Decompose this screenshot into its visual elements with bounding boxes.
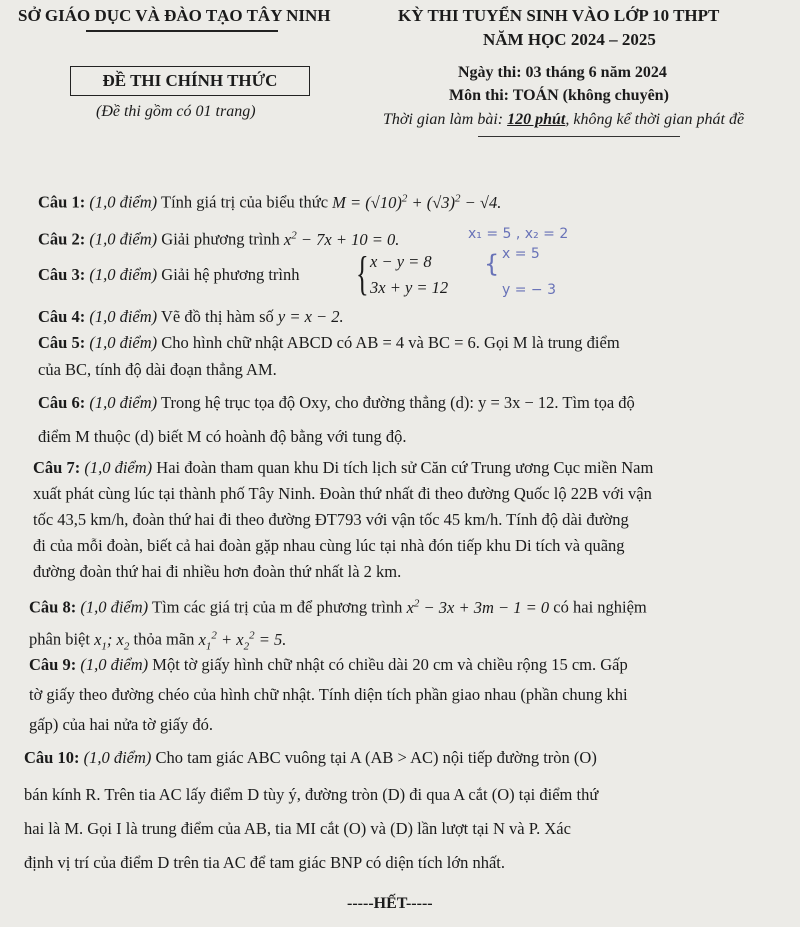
question-10-label: Câu 10:: [24, 748, 80, 767]
question-10: [24, 745, 597, 771]
question-6: [38, 390, 635, 416]
question-5: [38, 330, 620, 356]
question-2: [38, 222, 399, 253]
question-9-line-1: Một tờ giấy hình chữ nhật có chiều dài 20 cm và chiều rộng 15 cm. Gấp: [148, 655, 628, 674]
department-underline: [86, 30, 278, 32]
exam-time: [383, 111, 744, 129]
question-8-text-d: thỏa mãn: [129, 629, 199, 649]
department-name: SỞ GIÁO DỤC VÀ ĐÀO TẠO TÂY NINH: [18, 6, 331, 25]
official-label: ĐỀ THI CHÍNH THỨC: [102, 71, 278, 90]
question-6-line-1: Trong hệ trục tọa độ Oxy, cho đường thẳng (d): y = 3x − 12. Tìm tọa độ: [157, 393, 635, 412]
system-eq-2: 3x + y = 12: [370, 278, 449, 297]
time-value: 120 phút: [507, 111, 566, 128]
time-underline: [478, 136, 680, 137]
question-2-equation: $x^2 - 7x + 10 = 0$.: [283, 229, 400, 249]
question-10-line-4: định vị trí của điểm D trên tia AC để tam giác BNP có diện tích lớn nhất.: [24, 853, 506, 872]
question-9-line-2: tờ giấy theo đường chéo của hình chữ nhật. Tính diện tích phần giao nhau (phần chung khi: [29, 685, 628, 704]
question-3: [38, 262, 299, 288]
question-9-label: Câu 9:: [29, 655, 77, 674]
question-9-points: (1,0 điểm): [80, 655, 149, 674]
handwritten-q3-y: y = − 3: [502, 282, 557, 298]
question-3-points: (1,0 điểm): [89, 265, 158, 284]
question-8-points: (1,0 điểm): [80, 597, 149, 617]
question-10-line-3: hai là M. Gọi I là trung điểm của AB, tia MI cắt (O) và (D) lần lượt tại N và P. Xác: [24, 819, 571, 838]
question-6-line-2: điểm M thuộc (d) biết M có hoành độ bằng với tung độ.: [38, 427, 407, 446]
system-eq-1: x − y = 8: [370, 252, 432, 271]
question-8-condition: $x_1^2 + x_2^2 = 5$.: [198, 629, 287, 652]
question-5-line-2: của BC, tính độ dài đoạn thẳng AM.: [38, 360, 277, 379]
question-6-points: (1,0 điểm): [89, 393, 158, 412]
question-4-points: (1,0 điểm): [89, 307, 158, 326]
question-9-line-3: gấp) của hai nửa tờ giấy đó.: [29, 715, 213, 734]
question-8-label: Câu 8:: [29, 597, 77, 617]
exam-subject: Môn thi: TOÁN (không chuyên): [449, 87, 669, 104]
question-10-points: (1,0 điểm): [83, 748, 152, 767]
question-8-text-a: Tìm các giá trị của m để phương trình: [148, 597, 407, 617]
question-10-line-2: bán kính R. Trên tia AC lấy điểm D tùy ý, đường tròn (D) đi qua A cắt (O) tại điểm thứ: [24, 785, 599, 804]
exam-date: Ngày thi: 03 tháng 6 năm 2024: [458, 64, 667, 81]
question-2-label: Câu 2:: [38, 229, 86, 249]
end-marker: -----HẾT-----: [347, 895, 433, 912]
question-5-label: Câu 5:: [38, 333, 86, 352]
official-exam-box: [70, 66, 310, 96]
time-prefix: Thời gian làm bài:: [383, 111, 508, 128]
question-1-label: Câu 1:: [38, 192, 86, 212]
school-year: NĂM HỌC 2024 – 2025: [483, 30, 656, 49]
question-3-system: [356, 247, 466, 304]
question-8-roots: $x_1$; $x_2$: [94, 629, 130, 652]
question-6-label: Câu 6:: [38, 393, 86, 412]
exam-title: KỲ THI TUYỂN SINH VÀO LỚP 10 THPT: [398, 6, 720, 25]
question-3-text: Giải hệ phương trình: [157, 265, 300, 284]
question-7: [33, 455, 653, 481]
question-7-line-4: đi của mỗi đoàn, biết cả hai đoàn gặp nhau cùng lúc tại nhà đón tiếp khu Di tích và quãng: [33, 536, 625, 555]
question-7-line-2: xuất phát cùng lúc tại thành phố Tây Ninh. Đoàn thứ nhất đi theo đường Quốc lộ 22B với vận: [33, 484, 652, 503]
question-8: [29, 590, 647, 621]
question-1-text: Tính giá trị của biểu thức: [157, 192, 333, 212]
question-8-equation: $x^2 - 3x + 3m - 1 = 0$: [406, 597, 550, 617]
time-suffix: , không kể thời gian phát đề: [565, 111, 745, 128]
question-7-line-3: tốc 43,5 km/h, đoàn thứ hai đi theo đường ĐT793 với vận tốc 45 km/h. Tính độ dài đường: [33, 510, 629, 529]
question-7-line-1: Hai đoàn tham quan khu Di tích lịch sử Căn cứ Trung ương Cục miền Nam: [152, 458, 654, 477]
question-1-points: (1,0 điểm): [89, 192, 158, 212]
handwritten-brace: {: [484, 250, 500, 278]
question-4-text: Vẽ đồ thị hàm số: [157, 307, 278, 326]
question-9: [29, 652, 628, 678]
question-1-expression: $M = (√10)^2 + (√3)^2 - √4$.: [332, 192, 502, 212]
pages-note: (Đề thi gồm có 01 trang): [96, 103, 256, 120]
question-7-label: Câu 7:: [33, 458, 81, 477]
question-8-text-b: có hai nghiệm: [549, 597, 647, 617]
question-4-function: y = x − 2.: [277, 307, 344, 326]
question-2-text: Giải phương trình: [157, 229, 284, 249]
question-4-label: Câu 4:: [38, 307, 86, 326]
question-7-points: (1,0 điểm): [84, 458, 153, 477]
handwritten-q2-roots: x₁ = 5 , x₂ = 2: [468, 226, 569, 242]
question-4: [38, 304, 344, 330]
question-8-text-c: phân biệt: [29, 629, 95, 649]
question-7-line-5: đường đoàn thứ hai đi nhiều hơn đoàn thứ nhất là 2 km.: [33, 562, 402, 581]
handwritten-q3-x: x = 5: [502, 246, 540, 262]
question-10-line-1: Cho tam giác ABC vuông tại A (AB > AC) nội tiếp đường tròn (O): [151, 748, 597, 767]
system-brace: {: [356, 247, 369, 300]
question-2-points: (1,0 điểm): [89, 229, 158, 249]
question-1: [38, 185, 501, 216]
question-5-line-1: Cho hình chữ nhật ABCD có AB = 4 và BC = 6. Gọi M là trung điểm: [157, 333, 620, 352]
question-5-points: (1,0 điểm): [89, 333, 158, 352]
question-3-label: Câu 3:: [38, 265, 86, 284]
